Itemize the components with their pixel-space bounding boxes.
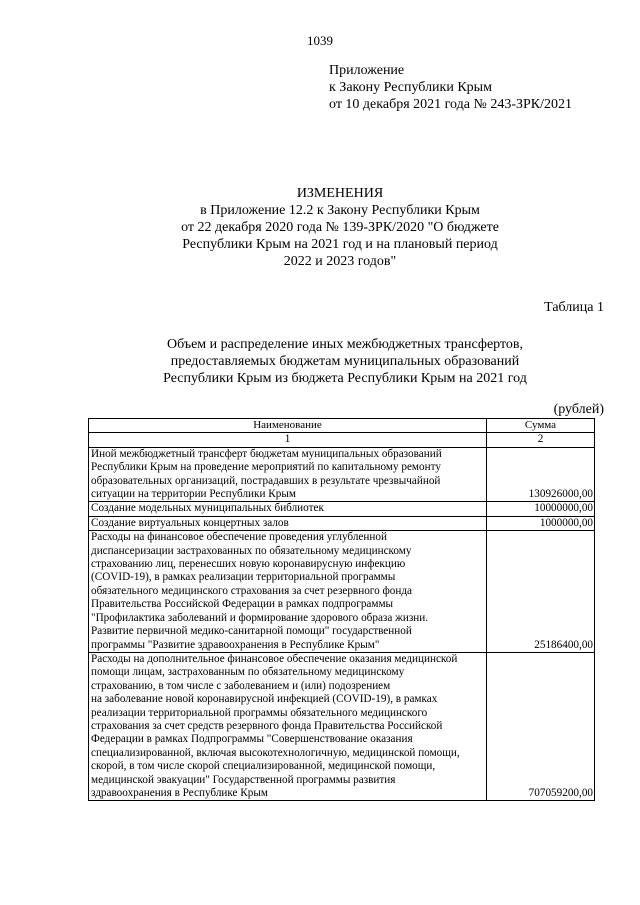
- page-number: 1039: [307, 33, 333, 48]
- table-row: [89, 516, 595, 530]
- table-row: [89, 652, 595, 800]
- row-sum: 1000000,00: [487, 516, 595, 530]
- table-row: [89, 502, 595, 516]
- subtitle-line-1: Объем и распределение иных межбюджетных трансфертов,: [166, 337, 524, 352]
- row-name-line: Создание виртуальных концертных залов: [91, 516, 289, 529]
- title-heading: ИЗМЕНЕНИЯ: [296, 186, 384, 201]
- row-name-line: здравоохранения в Республике Крым: [91, 786, 268, 799]
- row-name-line: Развитие первичной медико-санитарной помощи" государственной: [91, 625, 412, 638]
- table-row: [89, 531, 595, 653]
- units-label: (рублей): [553, 402, 604, 417]
- row-name-line: страхованию, в том числе с заболеванием и (или) подозрением: [91, 679, 391, 692]
- subtitle-line-2: предоставляемых бюджетам муниципальных образований: [170, 354, 520, 369]
- appendix-line-2: к Закону Республики Крым: [329, 80, 492, 95]
- column-header-sum: Сумма: [487, 419, 595, 433]
- row-name-line: Федерации в рамках Подпрограммы "Совершенствование оказания: [91, 733, 413, 746]
- row-name-line: "Профилактика заболеваний и формирование здорового образа жизни.: [91, 611, 429, 624]
- row-name-line: страхованию лиц, перенесших новую коронавирусную инфекцию: [91, 558, 406, 571]
- row-name-line: страхования за счет средств резервного фонда Правительства Российской: [91, 719, 443, 732]
- row-name-line: образовательных организаций, пострадавших в результате чрезвычайной: [91, 474, 441, 487]
- table-subtitle: [0, 336, 640, 387]
- title-line-1: в Приложение 12.2 к Закону Республики Крым: [200, 203, 480, 218]
- row-sum: 130926000,00: [487, 447, 595, 502]
- appendix-line-1: Приложение: [329, 63, 405, 78]
- table-label: Таблица 1: [544, 300, 604, 315]
- row-sum: 707059200,00: [487, 652, 595, 800]
- row-name: [89, 531, 487, 653]
- row-name-line: на заболевание новой коронавирусной инфекцией (COVID-19), в рамках: [91, 693, 438, 706]
- appendix-header: [329, 62, 572, 113]
- row-name-line: скорой, в том числе скорой специализированной, медицинской помощи,: [91, 760, 436, 773]
- row-name-line: медицинской эвакуации" Государственной программы развития: [91, 773, 396, 786]
- title-line-4: 2022 и 2023 годов": [283, 254, 397, 269]
- row-sum: 10000000,00: [487, 502, 595, 516]
- row-name-line: диспансеризации застрахованных по обязательному медицинскому: [91, 544, 412, 557]
- title-line-3: Республики Крым на 2021 год и на плановый период: [182, 237, 498, 252]
- table-row: [89, 447, 595, 502]
- table-header-row: [89, 419, 595, 433]
- row-name: [89, 447, 487, 502]
- row-name-line: (COVID-19), в рамках реализации территориальной программы: [91, 571, 396, 584]
- row-name-line: программы "Развитие здравоохранения в Республике Крым": [91, 638, 380, 651]
- row-name-line: реализации территориальной программы обязательного медицинского: [91, 706, 428, 719]
- row-name: [89, 652, 487, 800]
- transfers-table: [88, 418, 595, 801]
- row-name-line: ситуации на территории Республики Крым: [91, 488, 296, 501]
- row-name-line: специализированной, включая высокотехнологичную, медицинской помощи,: [91, 746, 460, 759]
- row-name: [89, 502, 487, 516]
- row-name: [89, 516, 487, 530]
- row-name-line: Создание модельных муниципальных библиотек: [91, 502, 324, 515]
- column-index-row: [89, 433, 595, 447]
- appendix-line-3: от 10 декабря 2021 года № 243-ЗРК/2021: [329, 97, 573, 112]
- column-index-2: 2: [487, 433, 595, 447]
- row-name-line: Правительства Российской Федерации в рамках подпрограммы: [91, 598, 394, 611]
- column-index-1: 1: [89, 433, 487, 447]
- row-sum: 25186400,00: [487, 531, 595, 653]
- row-name-line: Расходы на дополнительное финансовое обеспечение оказания медицинской: [91, 652, 458, 665]
- column-header-name: Наименование: [89, 419, 487, 433]
- row-name-line: обязательного медицинского страхования за счет резервного фонда: [91, 584, 412, 597]
- row-name-line: Республики Крым на проведение мероприятий по капитальному ремонту: [91, 461, 441, 474]
- title-line-2: от 22 декабря 2020 года № 139-ЗРК/2020 "О бюджете: [181, 220, 499, 235]
- row-name-line: Иной межбюджетный трансферт бюджетам муниципальных образований: [91, 447, 442, 460]
- subtitle-line-3: Республики Крым из бюджета Республики Крым на 2021 год: [163, 371, 527, 386]
- row-name-line: помощи лицам, застрахованным по обязательному медицинскому: [91, 666, 405, 679]
- row-name-line: Расходы на финансовое обеспечение проведения углубленной: [91, 531, 387, 544]
- document-title: [0, 185, 640, 270]
